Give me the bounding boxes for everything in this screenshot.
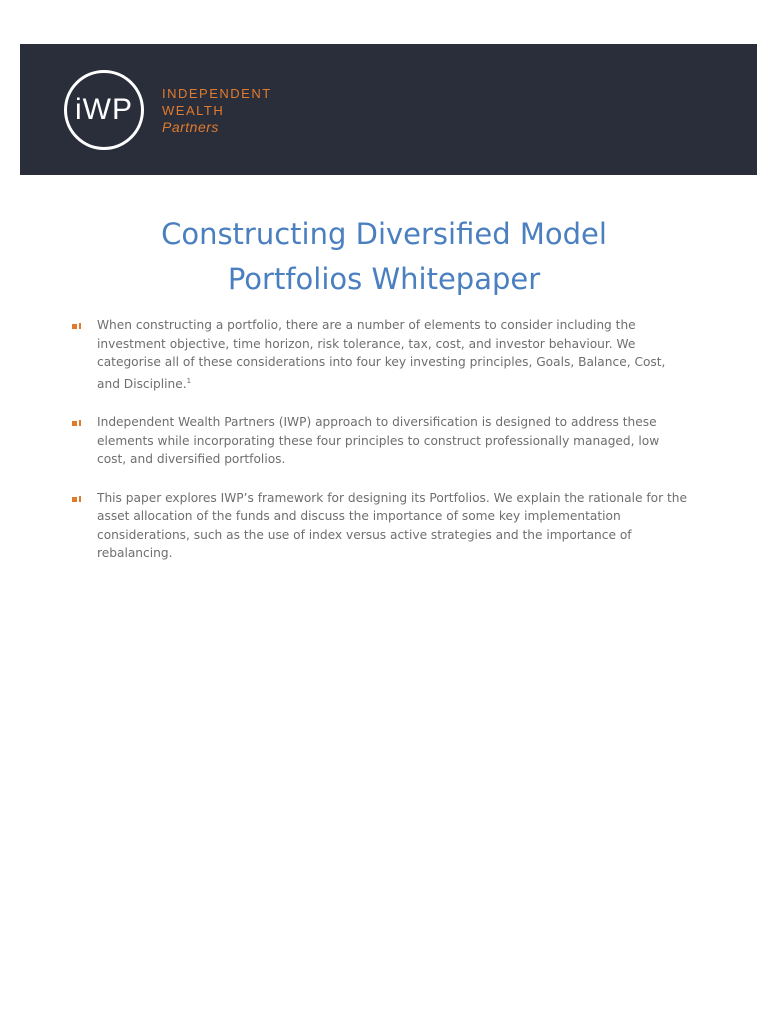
logo-line-partners: Partners bbox=[162, 118, 219, 135]
list-item bbox=[70, 413, 690, 469]
bullet-text bbox=[97, 316, 690, 393]
bullet-icon bbox=[72, 323, 81, 329]
bullet-icon bbox=[72, 496, 81, 502]
list-item bbox=[70, 489, 690, 563]
logo-wordmark bbox=[162, 85, 272, 136]
iwp-logo bbox=[64, 70, 272, 150]
title-line-2: Portfolios Whitepaper bbox=[227, 262, 541, 296]
logo-line-independent: INDEPENDENT bbox=[162, 85, 272, 101]
bullet-list bbox=[70, 316, 690, 583]
logo-line-wealth: WEALTH bbox=[162, 102, 225, 118]
bullet-text: This paper explores IWP’s framework for designing its Portfolios. We explain the rationale for the asset allocation of the funds and discuss the importance of some key implementation considerations, such as the use of index versus active strategies and the importance of rebalancing. bbox=[97, 490, 687, 561]
footnote-marker[interactable]: 1 bbox=[186, 376, 192, 385]
list-item bbox=[70, 316, 690, 393]
bullet-text: Independent Wealth Partners (IWP) approach to diversification is designed to address these elements while incorporating these four principles to construct professionally managed, low cost, and diversified portfolios. bbox=[97, 415, 660, 467]
title-line-1: Constructing Diversified Model bbox=[161, 217, 607, 251]
bullet-text-body: When constructing a portfolio, there are a number of elements to consider including the investment objective, time horizon, risk tolerance, tax, cost, and investor behaviour. We categorise all of these considerations into four key investing principles, Goals, Balance, Cost, and Discipline. bbox=[97, 318, 666, 391]
page-title bbox=[0, 212, 768, 302]
bullet-icon bbox=[72, 420, 81, 426]
logo-circle-mark: iWP bbox=[64, 70, 144, 150]
header-banner bbox=[20, 44, 757, 175]
